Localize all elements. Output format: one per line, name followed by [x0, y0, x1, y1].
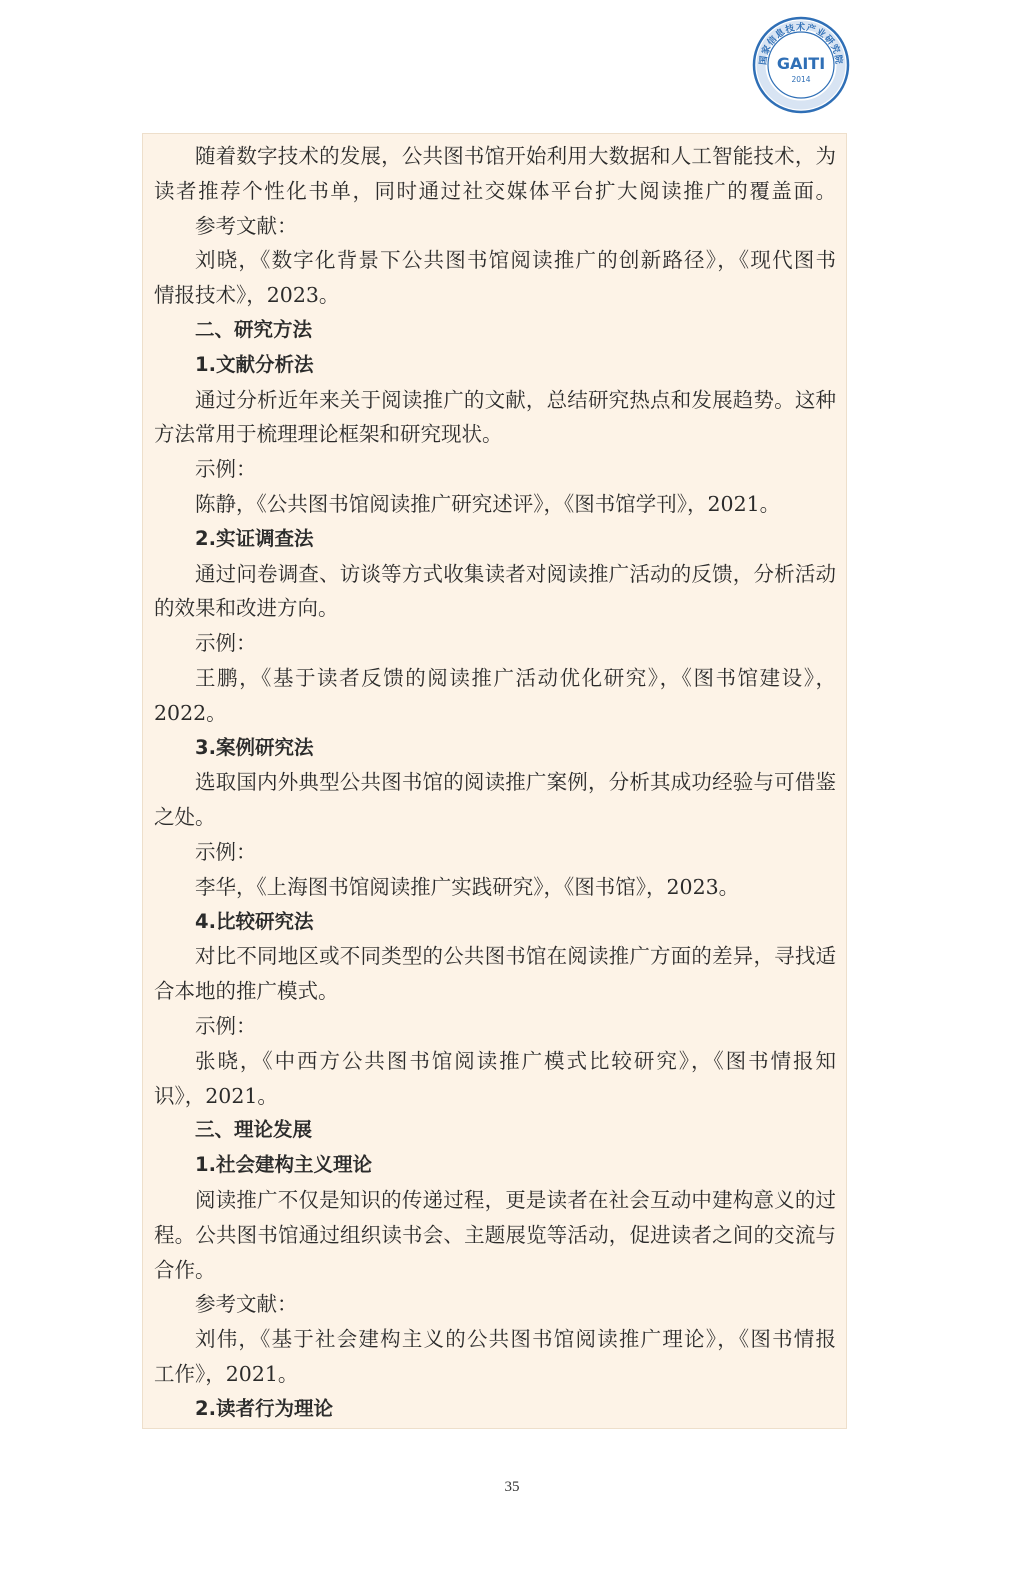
logo-year: 2014 [791, 75, 811, 84]
paragraph-line: 对比不同地区或不同类型的公共图书馆在阅读推广方面的差异，寻找适 [195, 944, 836, 969]
subsection-heading: 3.案例研究法 [195, 735, 314, 759]
example-label: 示例： [195, 1013, 257, 1038]
paragraph-line: 合作。 [154, 1257, 216, 1282]
paragraph-line: 读者推荐个性化书单，同时通过社交媒体平台扩大阅读推广的覆盖面。 [154, 178, 836, 203]
section-heading: 二、研究方法 [195, 317, 313, 341]
reference-entry: 刘伟，《基于社会建构主义的公共图书馆阅读推广理论》，《图书情报 [195, 1327, 836, 1352]
reference-entry: 张晓，《中西方公共图书馆阅读推广模式比较研究》，《图书情报知 [195, 1048, 836, 1073]
paragraph-line: 合本地的推广模式。 [154, 979, 339, 1004]
paragraph-line: 选取国内外典型公共图书馆的阅读推广案例，分析其成功经验与可借鉴 [195, 770, 836, 795]
subsection-heading: 1.文献分析法 [195, 352, 314, 376]
reference-entry: 王鹏，《基于读者反馈的阅读推广活动优化研究》，《图书馆建设》， [195, 665, 836, 690]
gaiti-logo-emblem [752, 16, 850, 114]
logo-text: GAITI [776, 54, 826, 73]
page-number: 35 [504, 1479, 520, 1495]
logo-ring-text: 国家信息技术产业研究院 [758, 23, 844, 66]
reference-entry: 情报技术》，2023。 [154, 283, 340, 308]
reference-label: 参考文献： [195, 213, 298, 238]
paragraph-line: 通过问卷调查、访谈等方式收集读者对阅读推广活动的反馈，分析活动 [195, 561, 836, 586]
gaiti-logo [752, 16, 850, 114]
paragraph-line: 阅读推广不仅是知识的传递过程，更是读者在社会互动中建构意义的过 [195, 1187, 836, 1212]
example-label: 示例： [195, 839, 257, 864]
paragraph-line: 程。公共图书馆通过组织读书会、主题展览等活动，促进读者之间的交流与 [154, 1222, 836, 1247]
example-label: 示例： [195, 631, 257, 656]
section-heading: 三、理论发展 [195, 1118, 313, 1142]
subsection-heading: 4.比较研究法 [195, 909, 314, 933]
reference-entry: 李华，《上海图书馆阅读推广实践研究》，《图书馆》，2023。 [195, 874, 740, 899]
reference-entry: 工作》，2021。 [154, 1361, 299, 1386]
paragraph-line: 随着数字技术的发展，公共图书馆开始利用大数据和人工智能技术，为 [195, 144, 836, 168]
reference-entry: 识》，2021。 [154, 1083, 278, 1108]
reference-entry: 陈静，《公共图书馆阅读推广研究述评》，《图书馆学刊》，2021。 [195, 491, 781, 516]
example-label: 示例： [195, 457, 257, 482]
reference-entry: 刘晓，《数字化背景下公共图书馆阅读推广的创新路径》，《现代图书 [195, 248, 836, 273]
subsection-heading: 2.读者行为理论 [195, 1396, 333, 1420]
reference-entry: 2022。 [154, 700, 227, 725]
paragraph-line: 方法常用于梳理理论框架和研究现状。 [154, 422, 503, 447]
main-content [142, 133, 847, 1429]
paragraph-line: 通过分析近年来关于阅读推广的文献，总结研究热点和发展趋势。这种 [195, 387, 836, 412]
subsection-heading: 2.实证调查法 [195, 526, 314, 550]
reference-label: 参考文献： [195, 1292, 298, 1317]
subsection-heading: 1.社会建构主义理论 [195, 1153, 372, 1177]
paragraph-line: 的效果和改进方向。 [154, 596, 339, 621]
paragraph-line: 之处。 [154, 805, 216, 830]
